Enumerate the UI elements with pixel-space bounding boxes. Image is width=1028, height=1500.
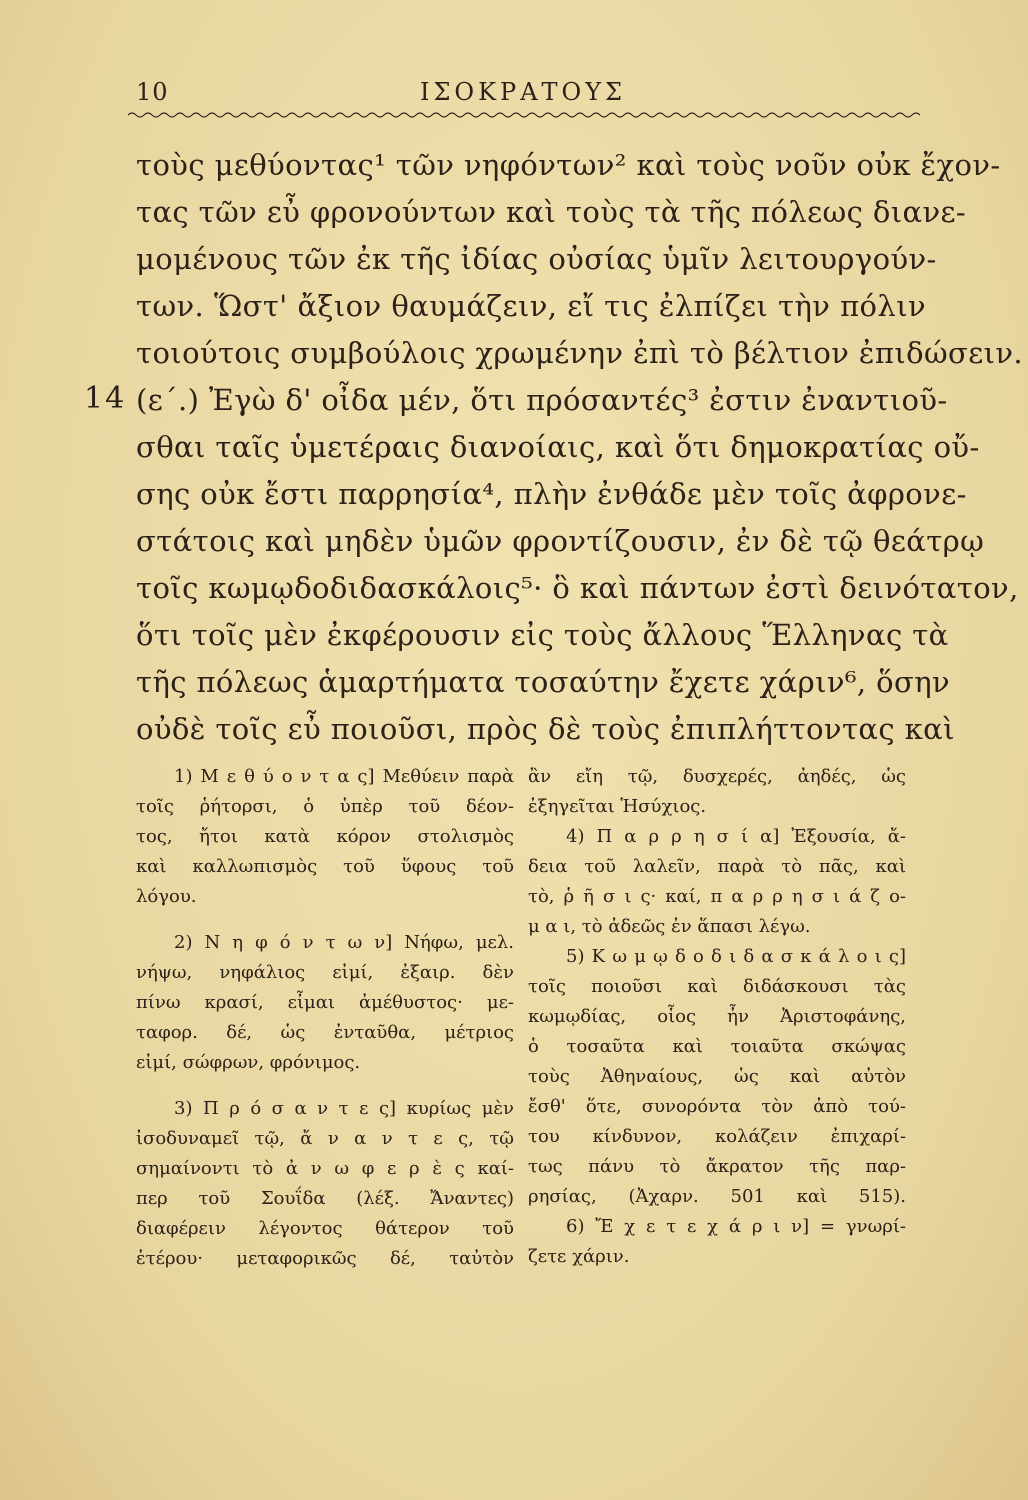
text-line: μομένους τῶν ἐκ τῆς ἰδίας οὐσίας ὑμῖν λειτουργούν- <box>136 242 937 276</box>
footnote-line: περ τοῦ Σουΐδα (λέξ. Ἄναντες) <box>136 1188 514 1209</box>
footnote-line: του κίνδυνον, κολάζειν ἐπιχαρί- <box>528 1126 906 1147</box>
wavy-header-rule <box>128 110 918 120</box>
footnote-line: δεια τοῦ λαλεῖν, παρὰ τὸ πᾶς, καὶ <box>528 856 906 877</box>
footnote-line: κωμῳδίας, οἷος ἦν Ἀριστοφάνης, <box>528 1006 906 1027</box>
footnote-line: ἐξηγεῖται Ἡσύχιος. <box>528 796 707 817</box>
text-line: ὅτι τοῖς μὲν ἐκφέρουσιν εἰς τοὺς ἄλλους Ἕλληνας τὰ <box>136 618 949 652</box>
text-line: τοὺς μεθύοντας¹ τῶν νηφόντων² καὶ τοὺς νοῦν οὐκ ἔχον- <box>136 148 1001 182</box>
footnote-line: λόγου. <box>136 886 197 907</box>
footnote-line: ὁ τοσαῦτα καὶ τοιαῦτα σκώψας <box>528 1036 906 1057</box>
footnote-line: διαφέρειν λέγοντος θάτερον τοῦ <box>136 1218 514 1239</box>
footnote-line: ἔσθ' ὅτε, συνορόντα τὸν ἀπὸ τού- <box>528 1096 906 1117</box>
footnotes-left-column <box>136 762 514 1274</box>
text-line: τοιούτοις συμβούλοις χρωμένην ἐπὶ τὸ βέλτιον ἐπιδώσειν. <box>136 336 1024 370</box>
footnote-line: 3) Π ρ ό σ α ν τ ε ς] κυρίως μὲν <box>174 1098 514 1119</box>
section-number: 14 <box>84 381 127 416</box>
footnote-line: τοῖς ῥήτορσι, ὁ ὑπὲρ τοῦ δέον- <box>136 796 514 817</box>
footnote-line: καὶ καλλωπισμὸς τοῦ ὕφους τοῦ <box>136 856 514 877</box>
page-header <box>128 72 918 112</box>
text-line: τῆς πόλεως ἁμαρτήματα τοσαύτην ἔχετε χάριν⁶, ὅσην <box>136 665 951 699</box>
footnote-line: νήψω, νηφάλιος εἰμί, ἐξαιρ. δὲν <box>136 962 514 983</box>
footnote-line: ρησίας, (Ἀχαρν. 501 καὶ 515). <box>528 1186 906 1207</box>
text-line: τας τῶν εὖ φρονούντων καὶ τοὺς τὰ τῆς πόλεως διανε- <box>136 195 967 229</box>
footnote-line: τοὺς Ἀθηναίους, ὡς καὶ αὐτὸν <box>528 1066 906 1087</box>
text-line: στάτοις καὶ μηδὲν ὑμῶν φροντίζουσιν, ἐν δὲ τῷ θεάτρῳ <box>136 524 985 558</box>
text-line: σθαι ταῖς ὑμετέραις διανοίαις, καὶ ὅτι δημοκρατίας οὔ- <box>136 430 980 464</box>
footnote-line: εἰμί, σώφρων, φρόνιμος. <box>136 1052 361 1073</box>
main-text <box>136 142 1024 753</box>
footnote-line: ταφορ. δέ, ὡς ἐνταῦθα, μέτριος <box>136 1022 514 1043</box>
footnote-line: ἰσοδυναμεῖ τῷ, ἄ ν α ν τ ε ς, τῷ <box>136 1128 514 1149</box>
footnotes-right-column <box>528 762 906 1272</box>
footnote-line: τὸ, ῥ ῆ σ ι ς· καί, π α ρ ρ η σ ι ά ζ ο- <box>528 886 906 907</box>
text-line: των. Ὥστ' ἄξιον θαυμάζειν, εἴ τις ἐλπίζει τὴν πόλιν <box>136 289 926 323</box>
footnote-line: μ α ι, τὸ ἀδεῶς ἐν ἅπασι λέγω. <box>528 916 811 937</box>
footnote-line: 5) Κ ω μ ῳ δ ο δ ι δ α σ κ ά λ ο ι ς] <box>566 946 906 967</box>
page-number: 10 <box>136 78 169 106</box>
footnote-line: 2) Ν η φ ό ν τ ω ν] Νήφω, μελ. <box>174 932 514 953</box>
footnote-line: τως πάνυ τὸ ἄκρατον τῆς παρ- <box>528 1156 906 1177</box>
running-title: ΙΣΟΚΡΑΤΟΥΣ <box>419 78 627 106</box>
footnote-line: πίνω κρασί, εἶμαι ἀμέθυστος· με- <box>136 992 514 1013</box>
footnote-line: ἑτέρου· μεταφορικῶς δέ, ταὐτὸν <box>136 1248 514 1269</box>
footnote-line: σημαίνοντι τὸ ἀ ν ω φ ε ρ ὲ ς καί- <box>136 1158 514 1179</box>
footnote-line: 1) Μ ε θ ύ ο ν τ α ς] Μεθύειν παρὰ <box>174 766 514 787</box>
footnote-line: ἂν εἴη τῷ, δυσχερές, ἀηδές, ὡς <box>528 766 906 787</box>
text-line: οὐδὲ τοῖς εὖ ποιοῦσι, πρὸς δὲ τοὺς ἐπιπλήττοντας καὶ <box>136 712 955 746</box>
footnote-line: τος, ἤτοι κατὰ κόρον στολισμὸς <box>136 826 514 847</box>
footnote-line: ζετε χάριν. <box>528 1246 630 1267</box>
footnote-line: 6) Ἔ χ ε τ ε χ ά ρ ι ν] = γνωρί- <box>566 1216 906 1237</box>
footnote-line: τοῖς ποιοῦσι καὶ διδάσκουσι τὰς <box>528 976 906 997</box>
footnote-line: 4) Π α ρ ρ η σ ί α] Ἐξουσία, ἄ- <box>566 826 906 847</box>
text-line: σης οὐκ ἔστι παρρησία⁴, πλὴν ἐνθάδε μὲν τοῖς ἀφρονε- <box>136 477 967 511</box>
text-line: τοῖς κωμῳδοδιδασκάλοις⁵· ὃ καὶ πάντων ἐστὶ δεινότατον, <box>136 571 1019 605</box>
text-line: (ε΄.) Ἐγὼ δ' οἶδα μέν, ὅτι πρόσαντές³ ἐστιν ἐναντιοῦ- <box>136 383 948 417</box>
